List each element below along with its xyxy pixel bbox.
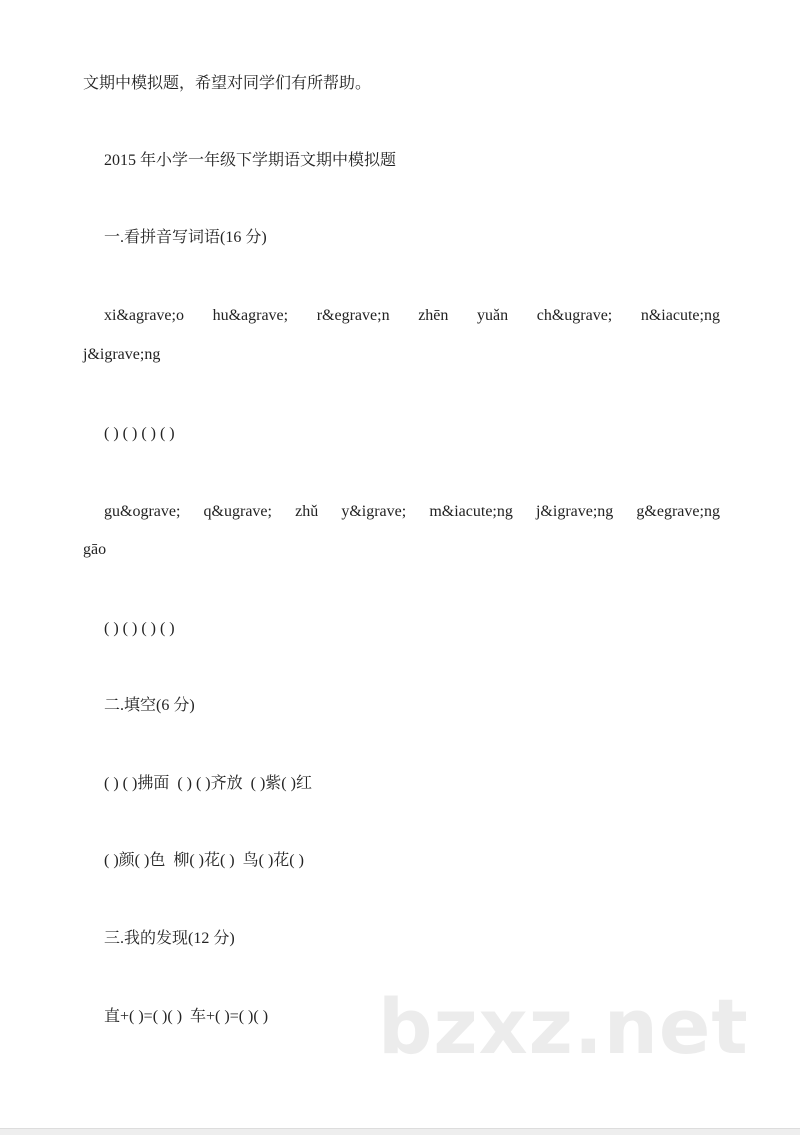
pinyin-word: zhēn [418, 307, 449, 324]
pinyin-word: ch&ugrave; [536, 307, 613, 324]
pinyin-word: g&egrave;ng [636, 503, 720, 520]
pinyin-word: y&igrave; [341, 503, 407, 520]
pinyin-word: r&egrave;n [316, 307, 390, 324]
section-2-heading: 二.填空(6 分) [104, 697, 195, 714]
pinyin-row-1 [104, 306, 720, 326]
doc-title: 2015 年小学一年级下学期语文期中模拟题 [104, 152, 397, 169]
pinyin-row-2-cont: gāo [83, 541, 107, 558]
pinyin-word: q&ugrave; [203, 503, 272, 520]
pinyin-word: n&iacute;ng [640, 307, 720, 324]
pinyin-row-2 [104, 502, 720, 522]
discover-row-1: 直+( )=( )( ) 车+( )=( )( ) [104, 1008, 269, 1025]
fill-row-2: ( )颜( )色 柳( )花( ) 鸟( )花( ) [104, 852, 304, 869]
pinyin-row-1-cont: j&igrave;ng [83, 346, 161, 363]
watermark: bzxz.net [378, 982, 749, 1071]
intro-text: 文期中模拟题，希望对同学们有所帮助。 [83, 75, 372, 92]
section-1-heading: 一.看拼音写词语(16 分) [104, 229, 267, 246]
pinyin-word: gu&ograve; [104, 503, 181, 520]
pinyin-word: yuǎn [477, 307, 509, 324]
blanks-row-1: ( ) ( ) ( ) ( ) [104, 425, 175, 442]
pinyin-word: m&iacute;ng [429, 503, 513, 520]
fill-row-1: ( ) ( )拂面 ( ) ( )齐放 ( )紫( )红 [104, 775, 312, 792]
pinyin-word: xi&agrave;o [104, 307, 184, 324]
pinyin-word: zhǔ [295, 503, 319, 520]
pinyin-word: hu&agrave; [212, 307, 289, 324]
section-3-heading: 三.我的发现(12 分) [104, 930, 235, 947]
pinyin-word: j&igrave;ng [535, 503, 614, 520]
blanks-row-2: ( ) ( ) ( ) ( ) [104, 620, 175, 637]
